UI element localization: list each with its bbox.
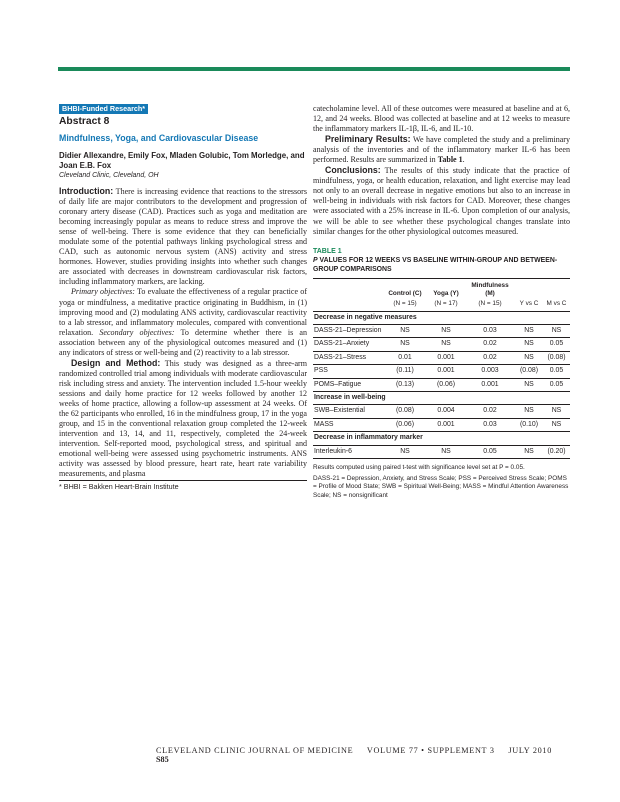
table-section-row [313,392,570,405]
prelim-text: We have completed the study and a preliminary analysis of the inventories and of the inflammatory marker IL-6 has been performed. Results are summarized in [313,135,570,165]
table-cell: 0.02 [465,351,515,364]
table-cell: 0.01 [383,351,427,364]
table-cell: 0.004 [427,405,465,418]
table-subheader-cell: (N = 15) [393,299,417,307]
funding-badge: BHBI-Funded Research* [59,104,148,114]
affiliation: Cleveland Clinic, Cleveland, OH [59,172,159,179]
table-cell: POMS–Fatigue [313,378,383,391]
table-cell: MASS [313,418,383,431]
table-subheader-cell: Y vs C [519,299,539,307]
abstract-title: Mindfulness, Yoga, and Cardiovascular Disease [59,133,259,143]
secondary-text: To determine whether there is an association between any of the physiological outcomes measured and (1) any indicators of stress or well-being and (2) reactivity to a lab stressor. [59,327,308,357]
footer-volume: VOLUME 77 • SUPPLEMENT 3 [366,746,495,755]
table-section-label: Decrease in inflammatory marker [313,432,570,445]
table-title-p: P [313,256,318,264]
table-subheader-cell: M vs C [546,299,567,307]
table-cell: DASS-21–Stress [313,351,383,364]
top-rule [58,67,570,71]
table-section-row [313,312,570,325]
footer-date: JULY 2010 [508,746,553,755]
table-row [313,445,570,458]
table-cell: NS [427,338,465,351]
table-cell: NS [515,378,543,391]
secondary-label: Secondary objectives: [99,327,175,337]
table-note-1: Results computed using paired t-test with significance level set at P = 0.05. [313,464,525,472]
footnote: * BHBI = Bakken Heart-Brain Institute [59,482,179,492]
table-cell: NS [515,351,543,364]
table-label: TABLE 1 [313,247,342,255]
intro-paragraph [59,186,307,287]
conclusions-text: The results of this study indicate that the practice of mindfulness, yoga, or health education, relaxation, and light exercise may lead not only to an overall decrease in negative emotions but also to an increase in well-being in individuals with risk factors for CAD. Moreover, these changes were associated with a 25% increase in IL-6. Upon completion of our analysis, we will be able to see whether these psychological changes translate into similar changes for the other physiological outcomes measured. [313,166,570,236]
table-cell: (0.06) [427,378,465,391]
footer-page-number: S85 [156,755,169,764]
table-note-2: DASS-21 = Depression, Anxiety, and Stress Scale; PSS = Perceived Stress Scale; POMS = Profile of Mood State; SWB = Spiritual Well-Being; MASS = Mindful Attention Awareness Scale; NS = nonsignificant [313,475,569,499]
primary-objectives [59,287,307,357]
table-section-label: Increase in well-being [313,392,570,405]
prelim-heading: Preliminary Results: [325,134,411,145]
table-cell: 0.03 [465,418,515,431]
table-cell: NS [383,338,427,351]
table-cell: NS [515,325,543,338]
table-cell: DASS-21–Depression [313,325,383,338]
design-continued [313,104,570,134]
table-header-cell [543,278,570,299]
table-cell: 0.001 [427,418,465,431]
design-text: This study was designed as a three-arm randomized controlled trial among individuals with moderate cardiovascular risk including stress and anxiety. The intervention included 1.5-hour weekly sessions and daily home practice for 12 weeks followed by another 12 weeks of home practice, allowing a follow-up assessment at 24 weeks. Of the 62 participants who enrolled, 16 in the mindfulness group, 17 in the yoga group, and 15 in the conventional relaxation group completed the 12-week intervention and 13, 14, and 11, respectively, completed the 24-week intervention. Self-reported mood, psychological stress, and spiritual and emotional well-being were assessed using psychometric instruments. ANS activity was assessed by blood pressure, heart rate, heart rate variability measurements, and plasma [59,358,307,479]
table-cell: NS [383,325,427,338]
table-row [313,405,570,418]
footer-journal: CLEVELAND CLINIC JOURNAL OF MEDICINE [156,746,354,755]
table-cell: 0.02 [465,405,515,418]
table-cell: NS [543,325,570,338]
table-cell: (0.08) [515,365,543,378]
table-cell: 0.03 [465,325,515,338]
results-table [313,278,570,459]
table-header-cell: Control (C) [383,278,427,299]
table-header-row [313,278,570,299]
prelim-paragraph: Preliminary Results: We have completed the study and a preliminary analysis of the inventories and of the inflammatory marker IL-6 has been performed. Results are summarized in Table 1. [313,134,570,165]
left-column [59,104,307,492]
table-cell: NS [383,445,427,458]
table-cell: NS [515,338,543,351]
authors: Didier Allexandre, Emily Fox, Mladen Golubic, Tom Morledge, and Joan E.B. Fox [59,151,305,170]
table-row [313,365,570,378]
table-row [313,325,570,338]
table-cell: 0.001 [427,351,465,364]
table-cell: NS [515,445,543,458]
intro-heading: Introduction: [59,186,114,196]
conclusions-heading: Conclusions: [325,165,381,176]
table-cell: (0.20) [543,445,570,458]
table-cell: 0.05 [543,365,570,378]
table-cell: 0.02 [465,338,515,351]
table-cell: NS [543,418,570,431]
footnote-rule [59,480,307,481]
table-row [313,351,570,364]
table-subheader-cell: (N = 15) [478,299,502,307]
design-text-cont: catecholamine level. All of these outcomes were measured at baseline and at 6, 12, and 24 weeks. Blood was collected at baseline and at 12 weeks to measure the inflammatory markers IL-1β, IL-6, and IL-10. [313,104,570,134]
table-cell: 0.05 [543,378,570,391]
table-cell: 0.001 [427,365,465,378]
conclusions-paragraph [313,165,570,236]
table-cell: Interleukin-6 [313,445,383,458]
table-cell: SWB–Existential [313,405,383,418]
table-section-label: Decrease in negative measures [314,313,417,321]
table-cell: 0.003 [465,365,515,378]
table-subheader-cell: (N = 17) [434,299,458,307]
table-row [313,418,570,431]
table-cell: PSS [313,365,383,378]
table-subheader-cell [313,299,383,312]
table-cell: (0.06) [383,418,427,431]
table-bottom-rule [313,459,570,460]
abstract-number: Abstract 8 [59,116,110,127]
table-title [313,256,570,274]
table-cell: NS [515,405,543,418]
table-cell: DASS-21–Anxiety [313,338,383,351]
table-row [313,338,570,351]
page-footer [156,746,570,764]
design-heading: Design and Method: [71,357,161,368]
table-cell: NS [427,445,465,458]
table-cell: (0.13) [383,378,427,391]
table-cell: 0.05 [543,338,570,351]
table-cell: NS [427,325,465,338]
table-cell: NS [543,405,570,418]
right-column [313,104,570,500]
prelim-table-ref: Table 1 [437,155,463,165]
table-header-cell [515,278,543,299]
table-header-cell [313,278,383,299]
primary-text: To evaluate the effectiveness of a regular practice of yoga or mindfulness, a meditative practice originating in Buddhism, in (1) improving mood and (2) modulating ANS activity, cardiovascular reactivity to a lab stressor, and inflammatory molecules, compared with conventional relaxation. [59,287,307,337]
table-section-row [313,432,570,445]
table-header-cell: Mindfulness (M) [465,278,515,299]
table-cell: 0.05 [465,445,515,458]
table-cell: (0.11) [383,365,427,378]
table-cell: (0.10) [515,418,543,431]
table-cell: (0.08) [543,351,570,364]
primary-label: Primary objectives: [71,287,135,297]
table-row [313,378,570,391]
table-cell: 0.001 [465,378,515,391]
table-title-rest: VALUES FOR 12 WEEKS VS BASELINE WITHIN-GROUP AND BETWEEN-GROUP COMPARISONS [313,256,558,273]
table-cell: (0.08) [383,405,427,418]
design-paragraph [59,358,307,480]
table-subheader-row [313,299,570,312]
table-header-cell: Yoga (Y) [427,278,465,299]
intro-text: There is increasing evidence that reactions to the stressors of daily life are major contributors to the development and progression of coronary artery disease (CAD). Practices such as yoga and meditation are becoming increasingly popular as means to reduce stress and improve the sense of well-being. There is some evidence that they can beneficially modulate some of the potential pathways linking psychological stress and CAD, such as autonomic nervous system (ANS) activity and stress hormones. However, studies providing insights into whether such changes are associated with decreases in downstream cardiovascular risk factors, including inflammatory markers, are lacking. [59,187,307,287]
